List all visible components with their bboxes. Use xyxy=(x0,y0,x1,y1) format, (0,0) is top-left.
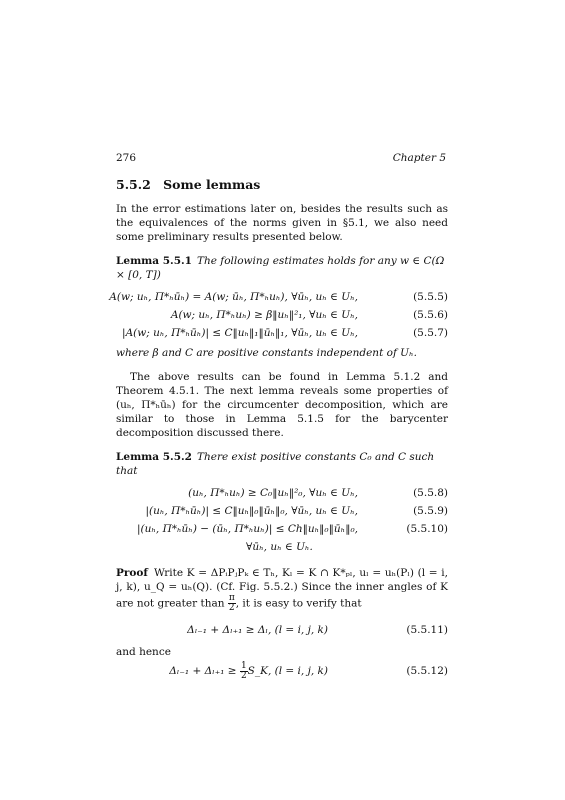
equation-label: (5.5.5) xyxy=(413,291,448,303)
page-content xyxy=(109,177,448,683)
section-title: Some lemmas xyxy=(163,177,261,192)
equation xyxy=(116,324,448,342)
equation-body: |(uₕ, Π*ₕūₕ)| ≤ C‖uₕ‖₀‖ūₕ‖₀, ∀ūₕ, uₕ ∈ Uₕ, xyxy=(145,505,358,517)
equation xyxy=(116,306,448,324)
equation-label: (5.5.10) xyxy=(406,523,448,535)
where-clause: where β and C are positive constants independent of Uₕ. xyxy=(116,347,417,359)
equation xyxy=(116,484,448,502)
proof-text: Write K = ΔPᵢPⱼPₖ ∈ Tₕ, Kₗ = K ∩ K*ₚₗ, uₗ = uₕ(Pₗ) (l = i, j, k), u_Q = uₕ(Q). (Cf. Fig. 5.5.2.) Since the inner angles of K are not greater than xyxy=(116,567,448,610)
lemma-statement: There exist positive constants C₀ and C such that xyxy=(116,451,435,477)
intro-paragraph: In the error estimations later on, besides the results such as the equivalences of the norms given in §5.1, we also need some preliminary results presented below. xyxy=(116,203,448,243)
lemma-5-5-1 xyxy=(116,254,448,282)
equation-body: A(w; uₕ, Π*ₕūₕ) = A(w; ūₕ, Π*ₕuₕ), ∀ūₕ, uₕ ∈ Uₕ, xyxy=(109,291,358,303)
equation-body xyxy=(169,659,328,683)
lemma-statement: The following estimates holds for any w ∈ C(Ω × [0, T]) xyxy=(116,255,445,281)
proof-paragraph xyxy=(116,566,448,613)
fraction-numerator: 1 xyxy=(240,660,247,671)
equation-label: (5.5.9) xyxy=(413,505,448,517)
fraction xyxy=(228,594,236,613)
equation-tail xyxy=(116,538,448,556)
equation-label: (5.5.8) xyxy=(413,487,448,499)
equation-body: (uₕ, Π*ₕuₕ) ≥ C₀‖uₕ‖²₀, ∀uₕ ∈ Uₕ, xyxy=(188,487,358,499)
lemma-label: Lemma 5.5.1 xyxy=(116,255,192,267)
proof-label: Proof xyxy=(116,567,148,579)
fraction xyxy=(240,662,248,681)
section-number: 5.5.2 xyxy=(116,177,151,192)
equation-part: S_K, (l = i, j, k) xyxy=(247,665,328,677)
chapter-title: Chapter 5 xyxy=(392,152,446,164)
equation-body: |A(w; uₕ, Π*ₕūₕ)| ≤ C‖uₕ‖₁‖ūₕ‖₁, ∀ūₕ, uₕ ∈ Uₕ, xyxy=(122,327,358,339)
page-number: 276 xyxy=(116,152,137,164)
equation xyxy=(116,621,448,639)
equation xyxy=(109,288,448,306)
equation-part: Δₗ₋₁ + Δₗ₊₁ ≥ xyxy=(169,665,240,677)
section-heading xyxy=(116,178,448,192)
fraction-numerator: π xyxy=(228,593,235,603)
equation xyxy=(116,502,448,520)
fraction-denominator: 2 xyxy=(228,603,235,613)
equation-label: (5.5.6) xyxy=(413,309,448,321)
equation-body: ∀ūₕ, uₕ ∈ Uₕ. xyxy=(246,541,313,553)
equation-label: (5.5.11) xyxy=(406,624,448,636)
equation-label: (5.5.12) xyxy=(406,665,448,677)
equation-body: A(w; uₕ, Π*ₕuₕ) ≥ β‖uₕ‖²₁, ∀uₕ ∈ Uₕ, xyxy=(170,309,358,321)
equation-label: (5.5.7) xyxy=(413,327,448,339)
lemma-5-5-2 xyxy=(116,450,448,478)
fraction-denominator: 2 xyxy=(240,670,247,681)
equation xyxy=(116,520,448,538)
equation xyxy=(116,659,448,683)
hence-text: and hence xyxy=(116,646,171,658)
lemma-label: Lemma 5.5.2 xyxy=(116,451,192,463)
equation-body: |(uₕ, Π*ₕūₕ) − (ūₕ, Π*ₕuₕ)| ≤ Ch‖uₕ‖₀‖ūₕ‖₀, xyxy=(136,523,358,535)
body-paragraph: The above results can be found in Lemma 5.1.2 and Theorem 4.5.1. The next lemma reveals some properties of (uₕ, Π*ₕūₕ) for the circumcenter decomposition, which are similar to those in Lemma 5.1.5 for the barycenter decomposition discussed there. xyxy=(116,371,448,439)
equation-body: Δₗ₋₁ + Δₗ₊₁ ≥ Δₗ, (l = i, j, k) xyxy=(187,624,328,636)
proof-text: , it is easy to verify that xyxy=(235,597,362,610)
